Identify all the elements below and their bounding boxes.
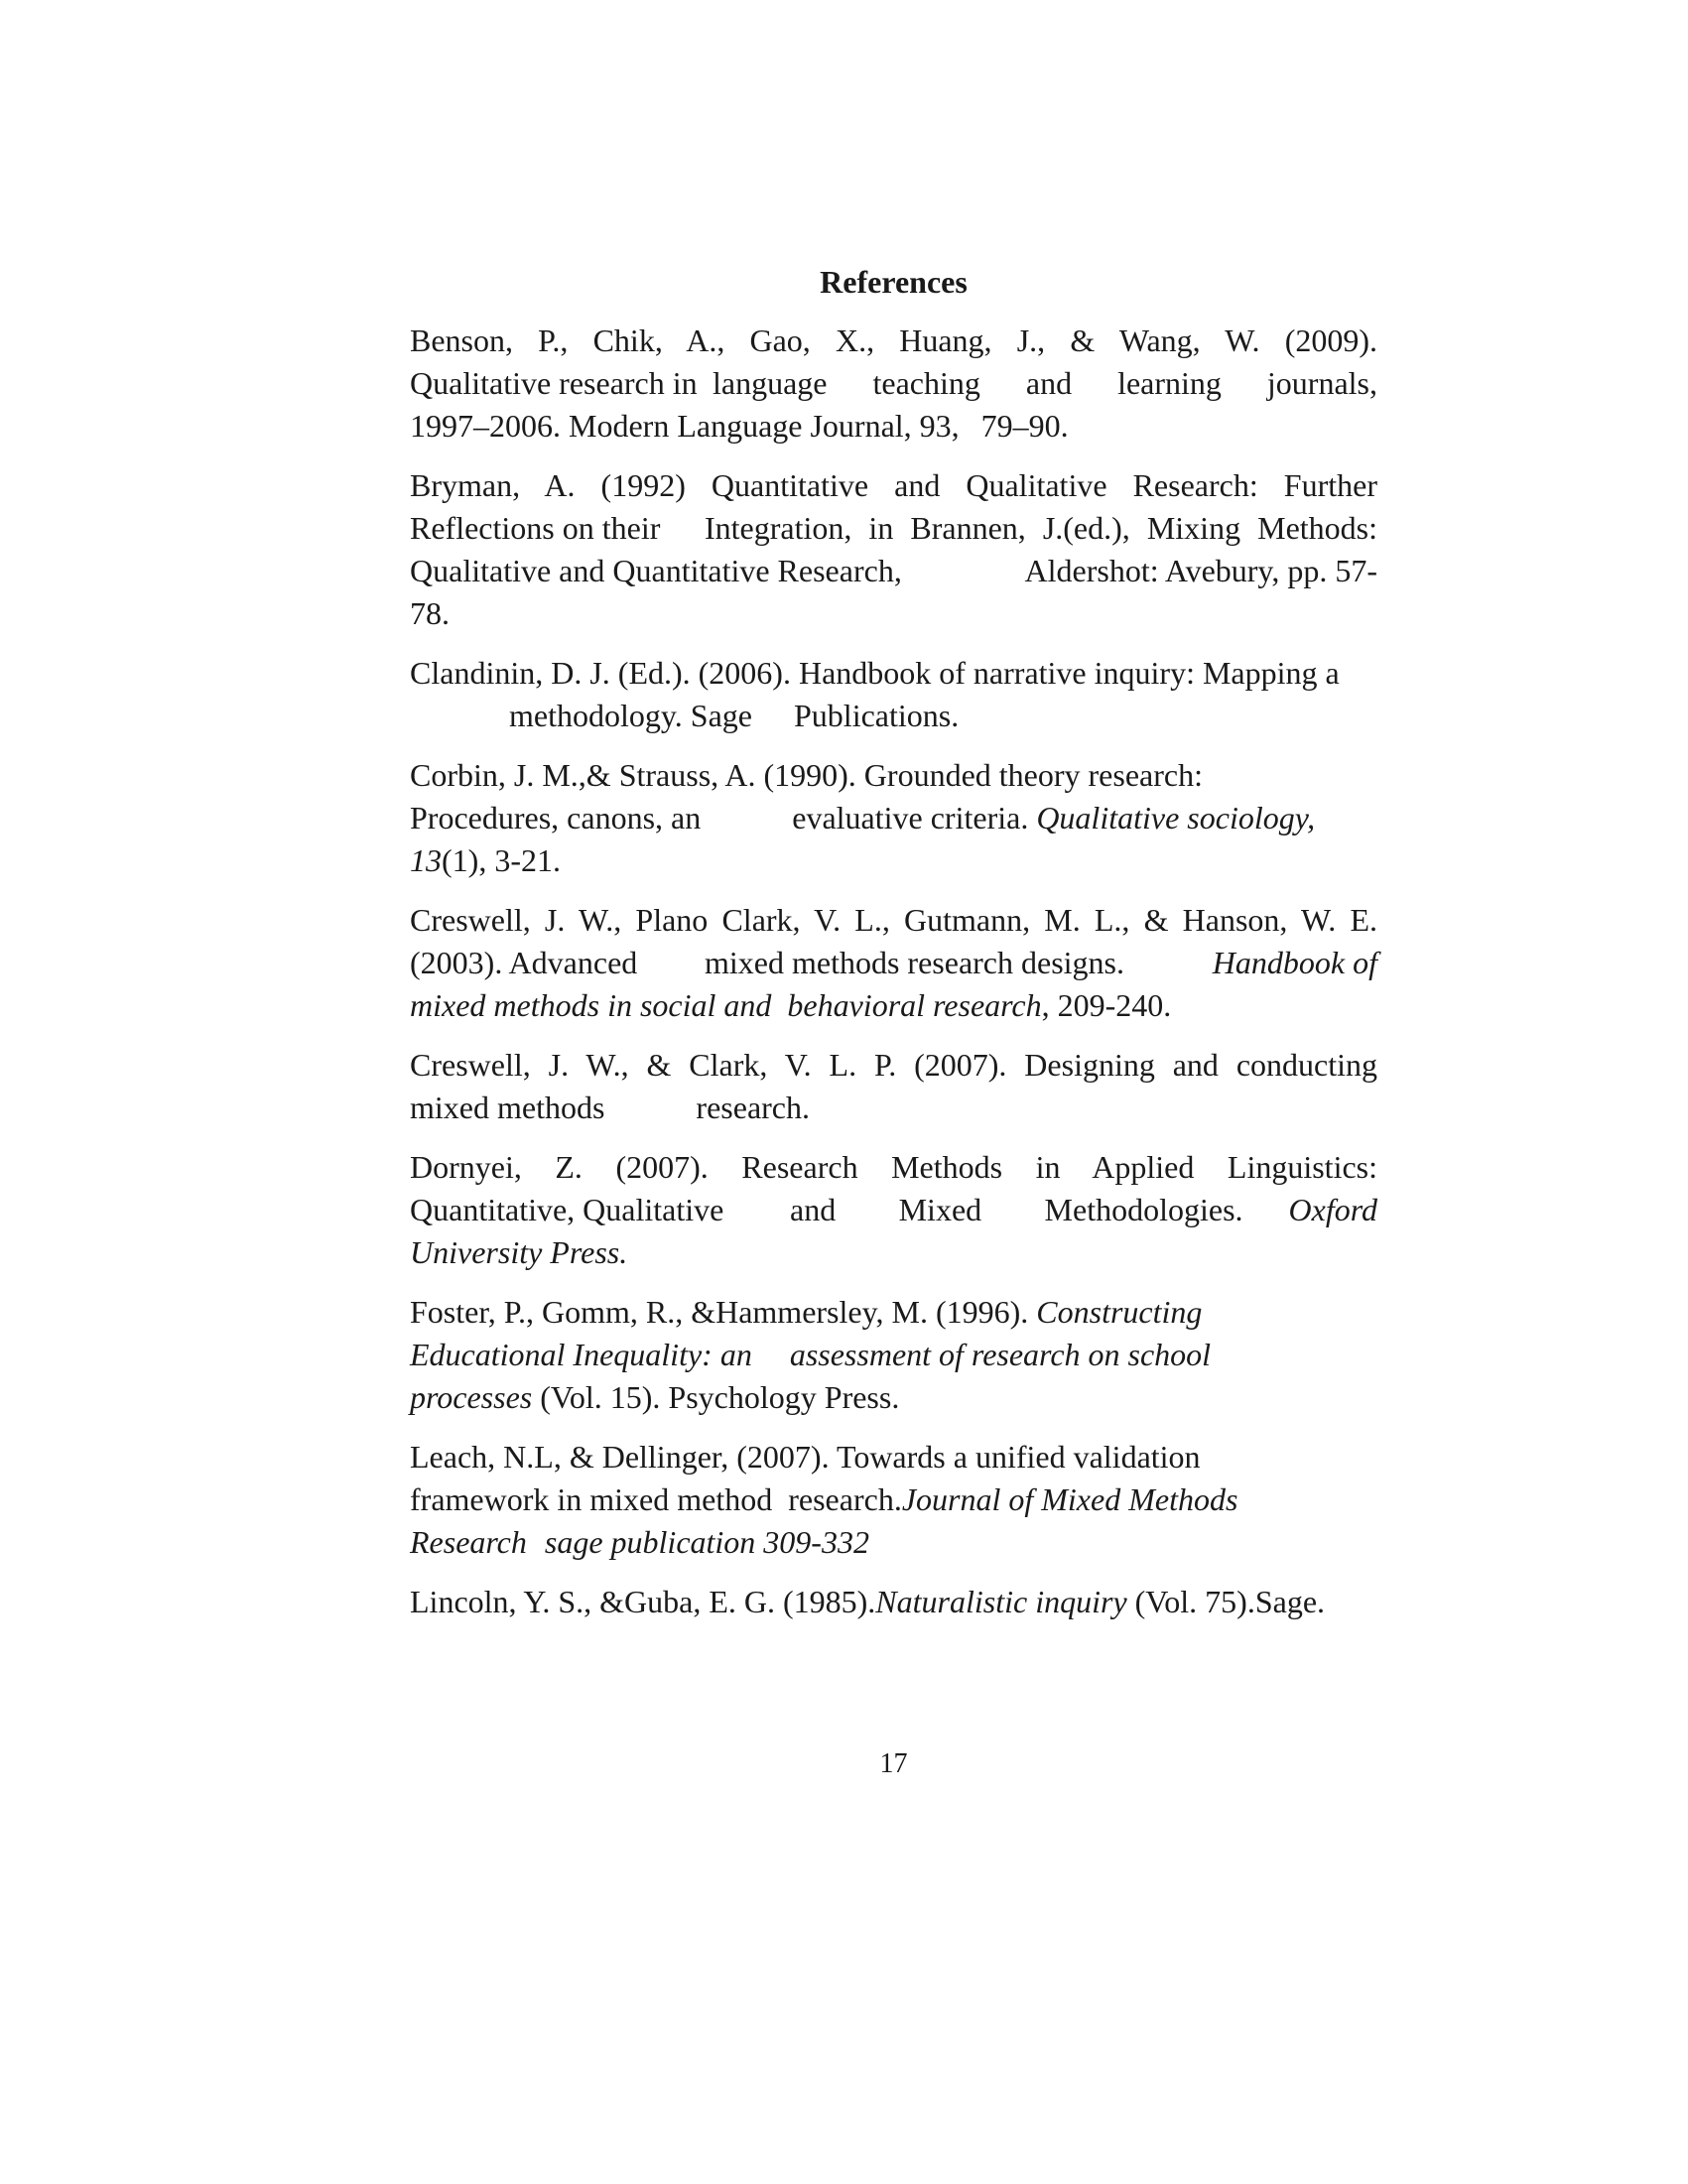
page-number: 17 (879, 1748, 908, 1779)
publisher-name: University Press. (410, 1234, 628, 1270)
reference-line-part: Procedures, canons, an (410, 800, 702, 835)
reference-entry-leach (410, 1436, 1377, 1564)
journal-title: Qualitative sociology, (1036, 800, 1316, 835)
book-title: mixed methods in social and (410, 987, 772, 1023)
page-heading: References (820, 264, 968, 300)
reference-line (410, 1231, 1377, 1274)
reference-line-part: 79–90. (980, 408, 1069, 444)
reference-line (410, 362, 1377, 405)
book-title: behavioral research (787, 987, 1042, 1023)
reference-line (410, 405, 1377, 448)
reference-line-part: (Vol. 15). Psychology Press. (532, 1379, 900, 1415)
reference-line: Creswell, J. W., & Clark, V. L. P. (2007). Designing and conducting (410, 1047, 1377, 1083)
reference-line (410, 839, 1377, 882)
journal-title: Research (410, 1524, 527, 1560)
reference-line: Clandinin, D. J. (Ed.). (2006). Handbook of narrative inquiry: Mapping a (410, 655, 1340, 691)
book-title: Naturalistic inquiry (875, 1584, 1127, 1619)
book-title: assessment of research on school (789, 1337, 1212, 1372)
reference-line-part: Lincoln, Y. S., &Guba, E. G. (1985). (410, 1584, 876, 1619)
reference-entry-foster (410, 1291, 1377, 1419)
reference-entry-corbin (410, 754, 1377, 882)
reference-line-part: Reflections on their (410, 510, 661, 546)
reference-line-part: , 209-240. (1041, 987, 1172, 1023)
reference-line-part: language teaching and learning journals, (713, 365, 1377, 401)
reference-line-part: Aldershot: Avebury, pp. 57- (1024, 553, 1377, 588)
reference-line-part: Integration, in Brannen, J.(ed.), Mixing Methods: (705, 510, 1377, 546)
reference-line (410, 797, 1377, 839)
reference-line-part: mixed methods research designs. (705, 945, 1124, 980)
reference-line (410, 984, 1377, 1027)
reference-line-part (790, 1189, 1377, 1231)
reference-line-part: mixed methods (410, 1090, 605, 1125)
reference-line (410, 1291, 1377, 1334)
publisher-name: Oxford (1288, 1192, 1377, 1227)
reference-line (410, 1376, 1377, 1419)
reference-entry-dornyei (410, 1146, 1377, 1274)
reference-entry-lincoln (410, 1581, 1377, 1623)
reference-line-part: Quantitative, Qualitative (410, 1192, 724, 1227)
reference-line (410, 1189, 1377, 1231)
reference-line-part: 1997–2006. Modern Language Journal, 93, (410, 408, 960, 444)
reference-line: Benson, P., Chik, A., Gao, X., Huang, J., & Wang, W. (2009). (410, 322, 1377, 358)
reference-line (410, 942, 1377, 984)
reference-line: 78. (410, 595, 450, 631)
reference-entry-clandinin (410, 652, 1377, 737)
reference-line (410, 1581, 1377, 1623)
reference-line (410, 1521, 1377, 1564)
reference-line: Dornyei, Z. (2007). Research Methods in Applied Linguistics: (410, 1149, 1377, 1185)
reference-line (410, 1087, 1377, 1129)
journal-title: sage publication 309-332 (544, 1524, 869, 1560)
reference-line-part (705, 942, 1377, 984)
reference-entry-creswell-2007 (410, 1044, 1377, 1129)
reference-line (410, 507, 1377, 550)
reference-line: Leach, N.L, & Dellinger, (2007). Towards a unified validation (410, 1439, 1201, 1475)
book-title: Educational Inequality: an (410, 1337, 752, 1372)
reference-list (410, 320, 1377, 1640)
reference-line-part: Publications. (794, 698, 960, 733)
reference-line (410, 695, 1377, 737)
reference-line-part: (2003). Advanced (410, 945, 638, 980)
reference-line-part: and Mixed Methodologies. (790, 1192, 1243, 1227)
reference-line-part: Qualitative and Quantitative Research, (410, 553, 902, 588)
book-title: Constructing (1036, 1294, 1203, 1330)
book-title: Handbook of (1212, 945, 1377, 980)
reference-line-part: methodology. Sage (509, 698, 752, 733)
reference-line-part: research. (696, 1090, 810, 1125)
reference-line-part: research. (788, 1481, 902, 1517)
reference-line (410, 1334, 1377, 1376)
reference-line-part: Qualitative research in (410, 365, 698, 401)
reference-line (410, 1478, 1377, 1521)
reference-line-part: framework in mixed method (410, 1481, 773, 1517)
journal-title: Journal of Mixed Methods (901, 1481, 1238, 1517)
reference-line-part: evaluative criteria. (792, 800, 1037, 835)
reference-entry-benson (410, 320, 1377, 448)
reference-line (410, 550, 1377, 592)
volume-number: 13 (410, 842, 442, 878)
reference-line-part: Foster, P., Gomm, R., &Hammersley, M. (1996). (410, 1294, 1037, 1330)
reference-line: Bryman, A. (1992) Quantitative and Qualitative Research: Further (410, 467, 1377, 503)
book-title: processes (410, 1379, 533, 1415)
reference-line-part: (Vol. 75).Sage. (1126, 1584, 1326, 1619)
reference-entry-bryman (410, 464, 1377, 635)
reference-line: Creswell, J. W., Plano Clark, V. L., Gutmann, M. L., & Hanson, W. E. (410, 902, 1377, 938)
reference-line-part: (1), 3-21. (442, 842, 561, 878)
reference-entry-creswell-2003 (410, 899, 1377, 1027)
reference-line: Corbin, J. M.,& Strauss, A. (1990). Grounded theory research: (410, 757, 1203, 793)
